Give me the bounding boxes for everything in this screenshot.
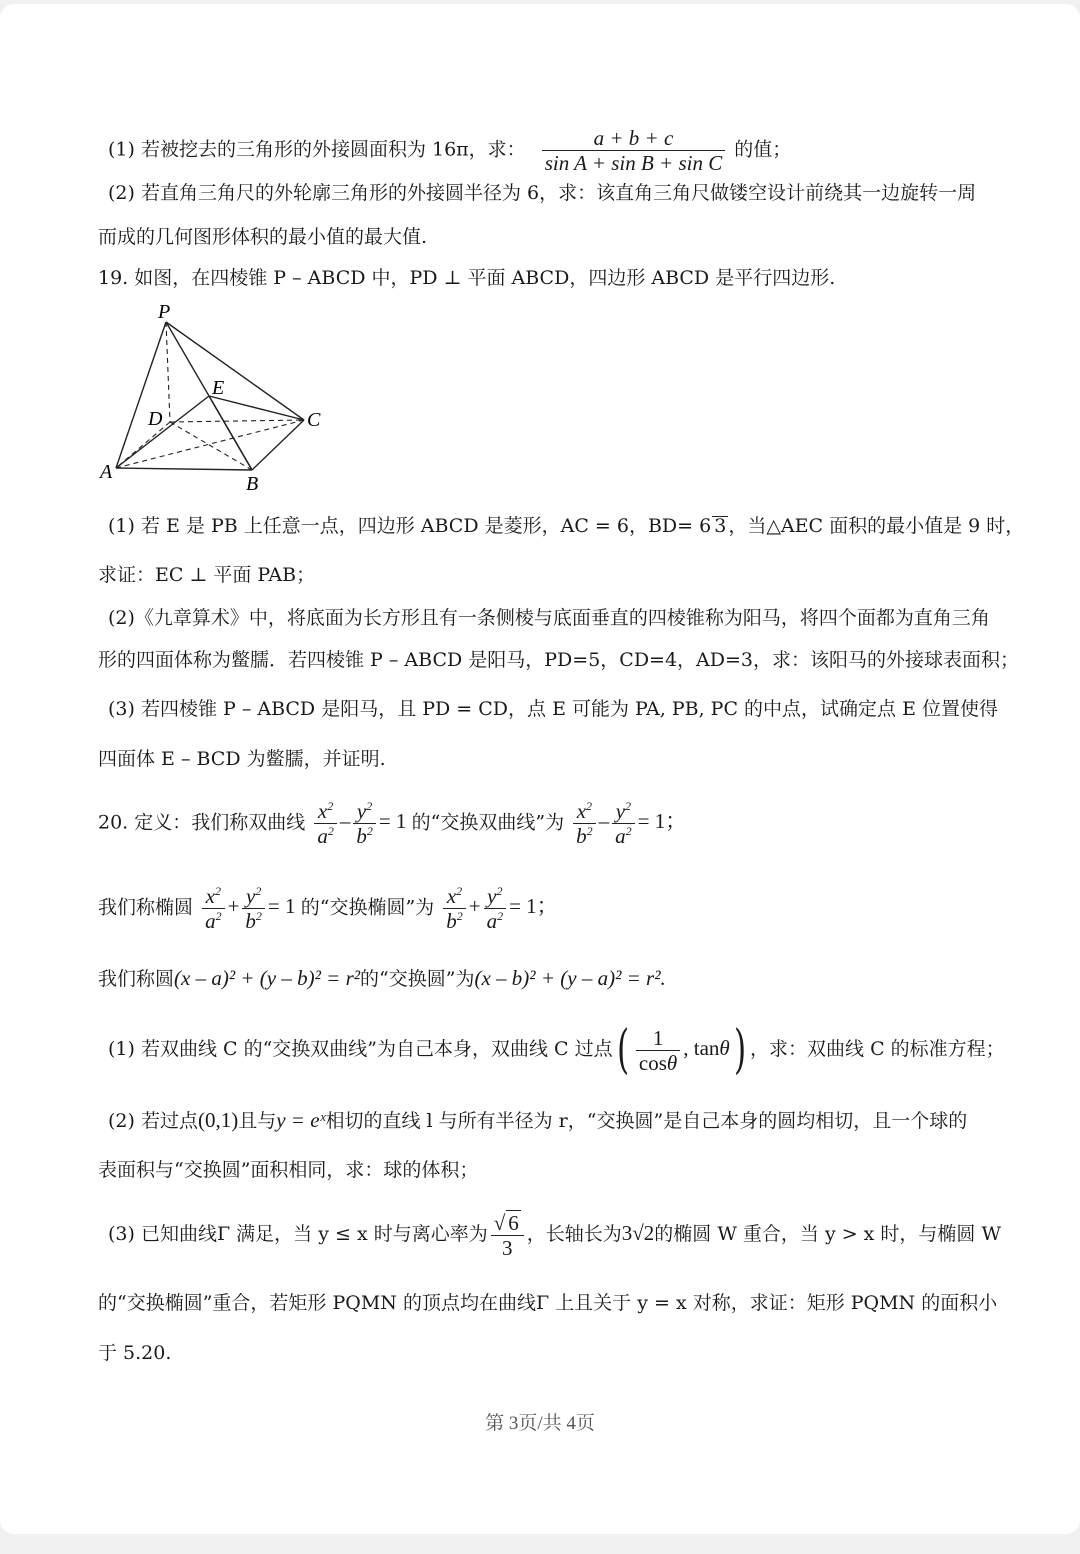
q20-part2-text3: 相切的直线 l 与所有半径为 r，“交换圆”是自己本身的圆均相切，且一个球的: [325, 1110, 968, 1132]
q20-ellipse-text2: 的“交换椭圆”为: [300, 896, 435, 919]
swap-ellipse-equation: $\frac{x^2}{b^2}$ + $\frac{y^2}{a^2}$ = 1；: [440, 894, 557, 918]
eccentricity-fraction: $\frac{√ 6}{3}$: [491, 1210, 524, 1260]
q18-part2-line1: (2) 若直角三角尺的外轮廓三角形的外接圆半径为 6，求：该直角三角尺做镂空设计前绕其一边旋转一周: [108, 182, 977, 204]
q19-part2-line1: (2)《九章算术》中，将底面为长方形且有一条侧棱与底面垂直的四棱锥称为阳马，将四个面都为直角三角: [108, 607, 990, 629]
q20-part2-line1: [108, 1110, 967, 1131]
q20-part1: (1) 若双曲线 C 的“交换双曲线”为自己本身，双曲线 C 过点( $\frac{1}{\cos\theta}$ , tanθ) ，求：双曲线 C 的标准方程；: [108, 1020, 1005, 1080]
q20-part3-text2: ，长轴长为: [526, 1223, 622, 1246]
label-E: E: [212, 377, 225, 399]
pyramid-figure: [96, 298, 336, 498]
fraction-denominator: sin A + sin B + sin C: [544, 151, 723, 176]
page-footer: 第 3页/共 4页: [485, 1413, 595, 1434]
q20-circle-text: 我们称圆: [98, 968, 175, 990]
q20-part3-text3: 的椭圆 W 重合，当 y > x 时，与椭圆 W: [654, 1223, 1002, 1246]
q20-part2-text: (2) 若过点: [108, 1110, 198, 1132]
q20-ellipse-text: 我们称椭圆: [98, 896, 194, 919]
q19-part3-line1: (3) 若四棱锥 P – ABCD 是阳马，且 PD = CD，点 E 可能为 PA, PB, PC 的中点，试确定点 E 位置使得: [108, 698, 998, 720]
point-expression: $\frac{1}{\cos\theta}$ , tanθ: [633, 1036, 730, 1060]
q19-part1-line2: 求证：EC ⊥ 平面 PAB；: [98, 564, 316, 586]
q19-part1-text: (1) 若 E 是 PB 上任意一点，四边形 ABCD 是菱形，AC = 6，BD= 6: [108, 515, 712, 537]
q19-part2-line2: 形的四面体称为鳖臑．若四棱锥 P – ABCD 是阳马，PD=5，CD=4，AD=3，求：该阳马的外接球表面积；: [98, 649, 1020, 671]
q20-circle-text2: 的“交换圆”为: [360, 968, 475, 990]
q18-part2-line2: 而成的几何图形体积的最小值的最大值.: [98, 226, 428, 248]
exp-equation: y = eˣ: [276, 1108, 326, 1132]
label-D: D: [148, 408, 163, 430]
q20-definition-hyperbola: [98, 799, 686, 848]
q18-part1: [108, 126, 791, 175]
q20-part2-line2: 表面积与“交换圆”面积相同，求：球的体积；: [98, 1159, 479, 1181]
q18-part1-text: (1) 若被挖去的三角形的外接圆面积为 16π，求：: [108, 138, 526, 161]
axis-length: 3√2: [621, 1221, 655, 1246]
ellipse-equation: $\frac{x^2}{a^2}$ + $\frac{y^2}{b^2}$ = 1: [199, 894, 301, 918]
q20-definition-circle: [98, 968, 666, 989]
q20-definition-ellipse: [98, 884, 558, 933]
q20-part3-line3: 于 5.20.: [98, 1342, 172, 1364]
q19-stem: 19. 如图，在四棱锥 P – ABCD 中，PD ⊥ 平面 ABCD，四边形 ABCD 是平行四边形.: [98, 267, 836, 289]
swap-circle-equation: (x – b)² + (y – a)² = r².: [474, 966, 666, 990]
point-0-1: (0,1): [197, 1108, 239, 1132]
q20-part1-text: (1) 若双曲线 C 的“交换双曲线”为自己本身，双曲线 C 过点: [108, 1038, 613, 1060]
q20-part3-text: (3) 已知曲线Γ 满足，当 y ≤ x 时与离心率为: [108, 1223, 488, 1246]
label-A: A: [100, 461, 113, 483]
q18-part1-tail: 的值；: [734, 138, 792, 161]
q20-part3-line2: 的“交换椭圆”重合，若矩形 PQMN 的顶点均在曲线Γ 上且关于 y = x 对称，求证：矩形 PQMN 的面积小: [98, 1292, 998, 1314]
q20-part3-line1: [108, 1210, 1001, 1260]
label-B: B: [246, 473, 259, 495]
swap-hyperbola-equation: $\frac{x^2}{b^2}$ – $\frac{y^2}{a^2}$ = 1；: [570, 809, 686, 833]
label-P: P: [158, 301, 171, 323]
q20-def-text: 20. 定义：我们称双曲线: [98, 811, 306, 834]
q19-part3-line2: 四面体 E – BCD 为鳖臑，并证明.: [98, 748, 386, 770]
sqrt-value: 3: [714, 515, 727, 537]
document-page: [0, 4, 1080, 1534]
hyperbola-equation: $\frac{x^2}{a^2}$ – $\frac{y^2}{b^2}$ = 1: [311, 809, 411, 833]
q20-part2-text2: 且与: [238, 1110, 277, 1132]
q20-def-text2: 的“交换双曲线”为: [411, 811, 565, 834]
q20-part1-tail: ，求：双曲线 C 的标准方程；: [750, 1038, 1005, 1060]
q18-fraction: [542, 126, 726, 175]
q19-part1-tail: ，当△AEC 面积的最小值是 9 时，: [728, 515, 1025, 537]
label-C: C: [307, 409, 321, 431]
circle-equation: (x – a)² + (y – b)² = r²: [174, 966, 361, 990]
fraction-numerator: a + b + c: [542, 126, 726, 151]
q19-part1-line1: [108, 516, 1024, 536]
